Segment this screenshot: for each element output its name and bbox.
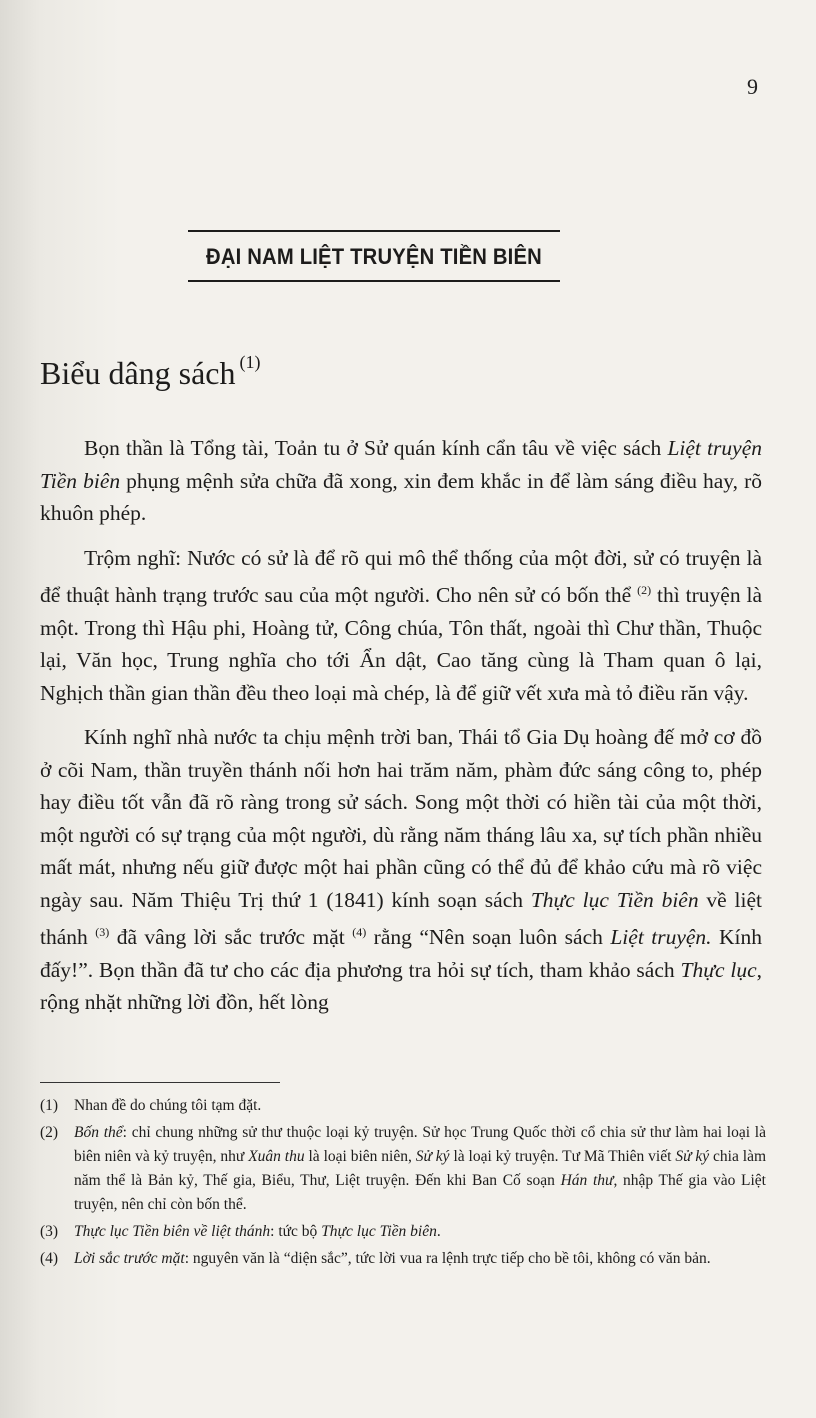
footnotes <box>40 1094 766 1274</box>
footnote-ref-2: (2) <box>637 583 652 597</box>
footnote-text <box>74 1220 766 1244</box>
title-rule-bottom <box>188 280 560 282</box>
p1-text-c: phụng mệnh sửa chữa đã xong, xin đem khắc in để làm sáng điều hay, rõ khuôn phép. <box>40 468 762 525</box>
fn2-italic-7: Sử ký <box>675 1148 710 1165</box>
footnote-number: (2) <box>40 1124 59 1141</box>
footnote-text: Nhan đề do chúng tôi tạm đặt. <box>74 1097 262 1114</box>
footnote-ref-3: (3) <box>95 925 110 939</box>
fn4-term: Lời sắc trước mặt <box>74 1250 185 1267</box>
p2-text-a: Trộm nghĩ: Nước có sử là để rõ qui mô thể thống của một đời, sử có truyện là để thuật hành trạng trước sau của một người. Cho nên sử có bốn thể <box>40 545 762 607</box>
footnote-number: (1) <box>40 1097 59 1114</box>
footnote-number: (3) <box>40 1223 59 1240</box>
fn3-text-2: : tức bộ <box>270 1223 322 1240</box>
fn2-text-6: là loại kỷ truyện. Tư Mã Thiên viết <box>449 1148 676 1165</box>
fn2-italic-9: Hán thư <box>560 1172 614 1189</box>
p2-text-b: thì truyện là một. Trong thì Hậu phi, Hoàng tử, Công chúa, Tôn thất, ngoài thì Chư thần, Thuộc lại, Văn học, Trung nghĩa cho tới Ẩn dật, Cao tăng cùng là Tham quan ô lại, Nghịch thần gian thần đều theo loại mà chép, là để giữ vết xưa mà tỏ điều răn vậy. <box>40 583 762 705</box>
p1-text-a: Bọn thần là Tổng tài, Toản tu ở Sử quán kính cẩn tâu về việc sách <box>84 436 668 460</box>
p3-text-d: rằng “Nên soạn luôn sách <box>366 925 611 949</box>
chapter-title: ĐẠI NAM LIỆT TRUYỆN TIỀN BIÊN <box>206 244 542 269</box>
fn2-term: Bốn thể <box>74 1124 123 1141</box>
footnote-1 <box>40 1094 766 1118</box>
p3-italic-1: Thực lục Tiền biên <box>530 887 699 912</box>
p3-text-f: , rộng nhặt những lời đồn, hết lòng <box>40 957 763 1014</box>
fn3-italic-3: Thực lục Tiền biên <box>321 1223 437 1240</box>
fn2-text-2: : chỉ chung những sử thư thuộc loại kỷ truyện. Sử học Trung Quốc thời cổ chia sử thư làm hai loại là biên niên và kỷ truyện, như <box>74 1124 766 1165</box>
fn2-text-8: chia làm năm thể là Bản kỷ, Thế gia, Biểu, Thư, Liệt truyện. Đến khi Ban Cố soạn <box>74 1148 766 1189</box>
footnote-number: (4) <box>40 1250 59 1267</box>
fn2-italic-5: Sử ký <box>415 1148 450 1165</box>
footnote-4 <box>40 1247 766 1271</box>
p3-italic-3: Thực lục <box>680 957 757 982</box>
fn2-text-4: là loại biên niên, <box>304 1148 416 1165</box>
fn2-text-10: , nhập Thế gia vào Liệt truyện, nên chỉ còn bốn thể. <box>74 1172 766 1213</box>
footnote-text <box>74 1121 766 1217</box>
footnote-3 <box>40 1220 766 1244</box>
paragraph-3 <box>40 721 762 1019</box>
footnote-text <box>74 1247 766 1271</box>
section-heading-text: Biểu dâng sách <box>40 355 236 391</box>
paragraph-2 <box>40 542 762 710</box>
title-rule-top <box>188 230 560 232</box>
p3-text-a: Kính nghĩ nhà nước ta chịu mệnh trời ban, Thái tổ Gia Dụ hoàng đế mở cơ đồ ở cõi Nam, thần truyền thánh nối hơn hai trăm năm, phàm đức sáng công to, phép hay điều tốt vẫn đã rõ ràng trong sử sách. Song một thời có hiền tài của một thời, một người có sự trạng của một người, dù rằng năm tháng lâu xa, sự tích phần nhiều mất mát, nhưng nếu giữ được một hai phần cũng có thể đủ để khảo cứu mà rõ việc ngày sau. Năm Thiệu Trị thứ 1 (1841) kính soạn sách <box>40 725 762 912</box>
p3-italic-2: Liệt truyện. <box>610 925 712 949</box>
fn2-italic-3: Xuân thu <box>248 1148 305 1165</box>
footnote-divider <box>40 1082 280 1083</box>
fn4-text-2: : nguyên văn là “diện sắc”, tức lời vua ra lệnh trực tiếp cho bề tôi, không có văn bản. <box>184 1250 711 1267</box>
body-text <box>40 432 762 1031</box>
paragraph-1 <box>40 432 762 530</box>
footnote-2 <box>40 1121 766 1217</box>
fn3-term: Thực lục Tiền biên về liệt thánh <box>74 1223 271 1240</box>
fn3-text-4: . <box>436 1223 441 1240</box>
chapter-title-block <box>188 230 560 282</box>
p3-text-c: đã vâng lời sắc trước mặt <box>109 925 353 949</box>
footnote-ref-4: (4) <box>352 925 367 939</box>
page-number: 9 <box>747 74 758 99</box>
section-heading-note-ref: (1) <box>239 352 261 372</box>
section-heading <box>40 352 261 392</box>
p3-text-e: Kính đấy!”. Bọn thần đã tư cho các địa phương tra hỏi sự tích, tham khảo sách <box>40 925 763 982</box>
p1-italic-book-title: Liệt truyện Tiền biên <box>40 436 762 493</box>
p3-text-b: về liệt thánh <box>40 887 762 949</box>
